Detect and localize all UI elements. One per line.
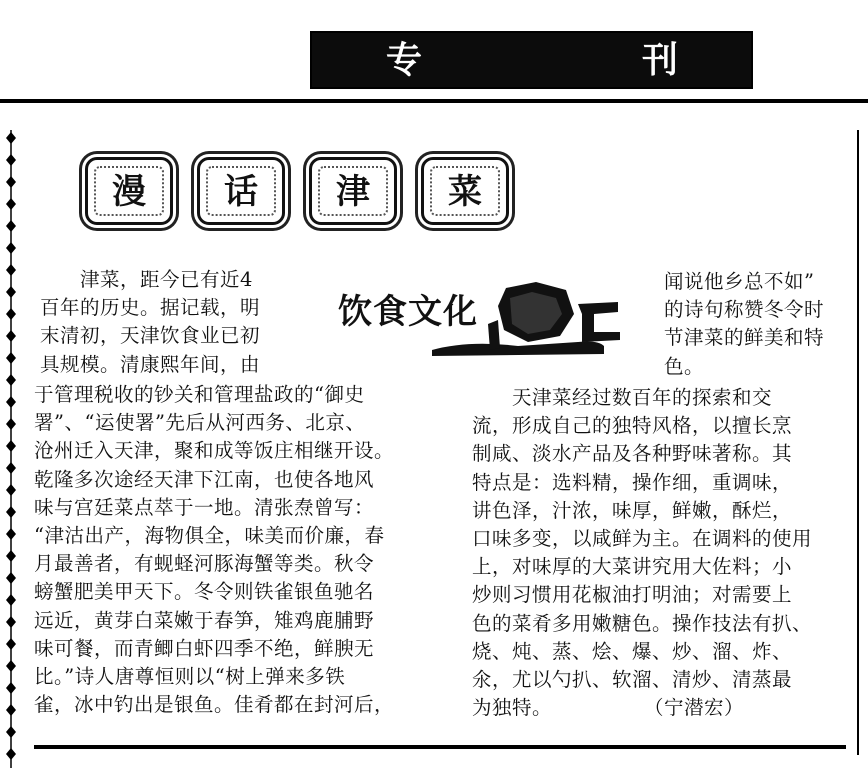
border-ornament [6,330,16,342]
article-line: 螃蟹肥美甲天下。冬令则铁雀银鱼驰名 [34,580,375,604]
title-tile [85,157,173,225]
title-tile [309,157,397,225]
border-ornament [6,484,16,496]
article-right-column [472,384,812,722]
article-right-upper-column [664,268,824,381]
border-ornament [6,660,16,672]
article-line: 色的菜肴多用嫩糖色。操作技法有扒、 [472,611,813,635]
article-line: 乾隆多次途经天津下江南，也使各地风 [34,467,375,491]
article-line: 具规模。清康熙年间，由 [40,352,261,376]
top-rule [0,99,868,103]
title-tile [421,157,509,225]
border-ornament [6,440,16,452]
article-line: 百年的历史。据记载，明 [40,296,261,320]
article-line: 讲色泽，汁浓，味厚，鲜嫩，酥烂， [472,498,793,522]
article-line: 特点是：选料精，操作细，重调味， [472,470,793,494]
border-ornament [6,264,16,276]
border-ornament [6,220,16,232]
article-line: 制咸、淡水产品及各种野味著称。其 [472,442,793,466]
article-line: 津菜，距今已有近4 [40,268,253,291]
article-left-column [34,381,394,719]
article-line-last [472,694,812,722]
border-ornament [6,198,16,210]
border-ornament [6,506,16,518]
article-line: 味可餐，而青鲫白虾四季不绝，鲜腴无 [34,636,375,660]
decorative-left-border [0,130,22,768]
article-line: 味与宫廷菜点萃于一地。清张焘曾写： [34,495,375,519]
border-ornament [6,132,16,144]
article-line: 比。”诗人唐尊恒则以“树上弹来多铁 [34,665,346,689]
article-left-upper-column [40,266,260,379]
section-header-char: 刊 [642,40,681,81]
article-line: 的诗句称赞冬令时 [664,298,825,322]
border-ornament [6,154,16,166]
section-header-char: 专 [386,40,425,81]
border-ornament [6,748,16,760]
article-line: 远近，黄芽白菜嫩于春笋，雉鸡鹿脯野 [34,608,375,632]
border-ornament [6,704,16,716]
column-logo-text: 饮食文化 [338,292,478,332]
title-tile [197,157,285,225]
border-ornament [6,176,16,188]
article-line: 炒则习惯用花椒油打明油；对需要上 [472,583,793,607]
article-line: 于管理税收的钞关和管理盐政的“御史 [34,383,365,406]
title-char: 漫 [112,172,146,212]
title-char: 菜 [448,172,482,212]
border-ornament [6,242,16,254]
article-line-text: 为独特。 [472,696,553,720]
border-ornament [6,396,16,408]
article-line: 氽，尤以勺扒、软溜、清炒、清蒸最 [472,668,793,692]
article-line: 署”、“运使署”先后从河西务、北京、 [34,411,366,435]
section-header-band [310,31,753,89]
border-ornament [6,638,16,650]
cooking-pot-logo-icon [428,280,624,362]
article-line: 烧、炖、蒸、烩、爆、炒、溜、炸、 [472,639,793,663]
border-ornament [6,682,16,694]
border-ornament [6,594,16,606]
title-char: 话 [224,172,258,212]
border-ornament [6,528,16,540]
article-line: 沧州迁入天津，聚和成等饭庄相继开设。 [34,439,395,463]
right-rule [857,130,859,755]
article-line: 色。 [664,354,705,378]
article-line: 天津菜经过数百年的探索和交 [472,386,773,409]
article-line: 口味多变，以咸鲜为主。在调料的使用 [472,527,813,551]
border-ornament [6,418,16,430]
bottom-rule [34,745,846,749]
title-char: 津 [336,172,370,212]
border-ornament [6,572,16,584]
article-line: 节津菜的鲜美和特 [664,326,825,350]
border-ornament [6,286,16,298]
article-line: “津沽出产，海物俱全，味美而价廉，春 [34,524,385,548]
border-ornament [6,726,16,738]
article-line: 雀，冰中钓出是银鱼。佳肴都在封河后， [34,693,395,717]
border-ornament [6,352,16,364]
article-line: 闻说他乡总不如” [664,270,815,293]
article-line: 上，对味厚的大菜讲究用大佐料；小 [472,555,793,579]
article-line: 末清初，天津饮食业已初 [40,324,261,348]
border-ornament [6,308,16,320]
border-ornament [6,616,16,628]
border-ornament [6,550,16,562]
article-line: 月最善者，有蚬蛏河豚海蟹等类。秋令 [34,552,375,576]
border-ornament [6,462,16,474]
author-byline: （宁潜宏） [644,696,745,720]
border-ornament [6,374,16,386]
article-line: 流，形成自己的独特风格，以擅长烹 [472,414,793,438]
